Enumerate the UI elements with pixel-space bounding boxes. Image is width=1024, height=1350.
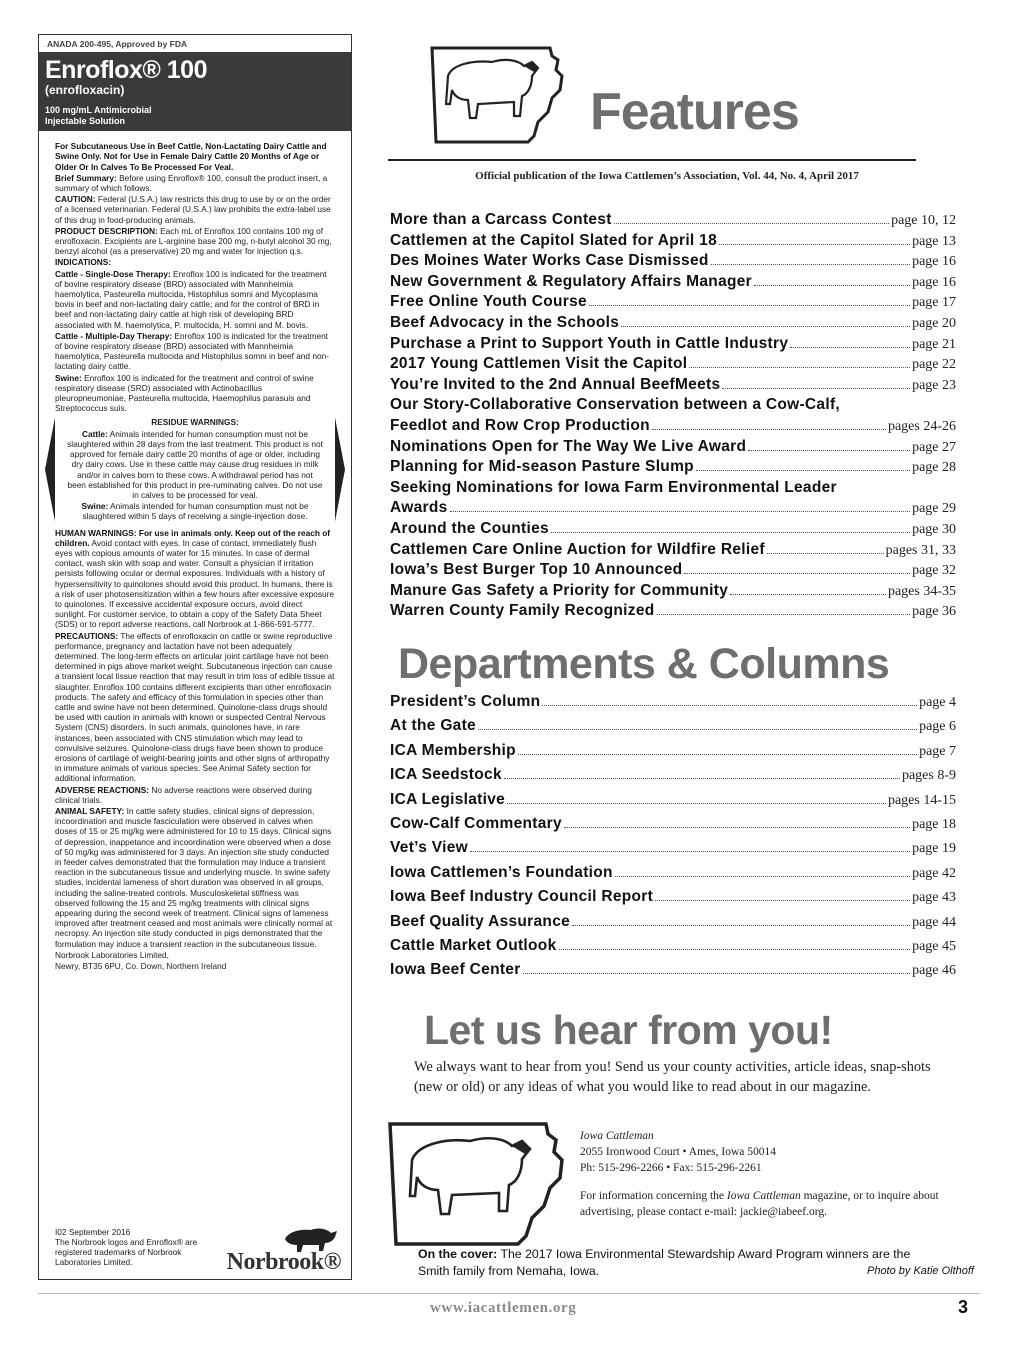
ad-body	[45, 131, 345, 971]
official-publication-line: Official publication of the Iowa Cattlemen’s Association, Vol. 44, No. 4, April 2017	[475, 170, 859, 182]
residue-swine-text: Animals intended for human consumption must not be slaughtered within 5 days of receiving a single-injection dose.	[82, 501, 309, 522]
toc-entry-page: page 18	[912, 816, 956, 832]
toc-entry-page: page 44	[912, 914, 956, 930]
dot-leader	[523, 973, 911, 974]
ad-code-date: I02 September 2016	[55, 1227, 131, 1237]
dot-leader	[589, 305, 910, 306]
toc-entry[interactable]	[390, 293, 956, 314]
toc-entry[interactable]	[390, 742, 956, 766]
toc-entry-page: page 6	[919, 719, 956, 735]
contact-block	[580, 1128, 960, 1220]
masthead-rule	[388, 159, 916, 161]
dot-leader	[559, 949, 911, 950]
toc-entry[interactable]	[390, 458, 956, 479]
cover-label: On the cover:	[418, 1247, 498, 1261]
features-title: Features	[590, 83, 799, 141]
ad-brand: Enroflox® 100	[45, 56, 207, 85]
toc-entry-title: Cow-Calf Commentary	[390, 814, 562, 832]
ad-company-address: Newry, BT35 6PU, Co. Down, Northern Ireland	[55, 961, 227, 972]
toc-entry-title: New Government & Regulatory Affairs Manager	[390, 272, 753, 290]
toc-entry-title: Free Online Youth Course	[390, 293, 587, 311]
ad-precautions-text: The effects of enrofloxacin on cattle or swine reproductive performance, pregnancy and lactation have not been adequately determined. The long-term effects on articular joint cartilage have not been determined in pigs above market weight. Subcutaneous injection can cause a transient local tissue reaction that may result in trim loss of edible tissue at slaughter. Enroflox 100 contains different excipients than other enrofloxacin products. The safety and efficacy of this formulation in species other than cattle and swine have not been determined. Quinolone-class drugs should be used with caution in animals with known or suspected Central Nervous System (CNS) disorders. In such animals, quinolones have, in rare instances, been associated with CNS stimulation which may lead to convulsive seizures. Quinolone-class drugs have been shown to produce erosions of cartilage of weight-bearing joints and other signs of arthropathy in immature animals of various species. See Animal Safety section for additional information.	[55, 630, 335, 784]
ad-strength	[45, 105, 345, 126]
residue-warnings-box	[55, 417, 335, 521]
toc-entry-title: Around the Counties	[390, 519, 549, 537]
ad-swine-text: Enroflox 100 is indicated for the treatment and control of swine respiratory disease (SRD) associated with Actinobacillus pleuropneumoniae, Pasteurella multocida, Haemophilus parasuis and Streptococcus suis.	[55, 372, 314, 414]
dot-leader	[754, 285, 910, 286]
dot-leader	[504, 778, 900, 779]
toc-entry-title: Cattle Market Outlook	[390, 936, 557, 954]
ad-indications-label: INDICATIONS:	[55, 257, 112, 268]
toc-entry[interactable]	[390, 864, 956, 888]
contact-phone: Ph: 515-296-2266 • Fax: 515-296-2261	[580, 1162, 762, 1174]
features-list	[390, 211, 956, 623]
toc-entry-page: page 21	[912, 336, 956, 352]
dot-leader	[518, 754, 917, 755]
ad-safety-text: In cattle safety studies, clinical signs of depression, incoordination and muscle fasciculation were observed in calves when doses of 15 or 25 mg/kg were administered for 10 to 15 days. Clinical signs of depression, inappetance and incoordination were observed when a dose of 50 mg/kg was administered for 3 days. An injection site study conducted in feeder calves demonstrated that the formulation may induce a transient reaction in the subcutaneous tissue and underlying muscle. In swine safety studies, incidental lameness of short duration was observed in all groups, including the saline-treated controls. Musculoskeletal stiffness was observed following the 15 and 25 mg/kg treatments with clinical signs appearing during the second week of treatment. Clinical signs of lameness improved after treatment ceased and most animals were clinically normal at necropsy. An injection site study conducted in pigs demonstrated that the formulation may induce a transient reaction in the subcutaneous tissue.	[55, 806, 333, 949]
toc-entry-page: page 32	[912, 563, 956, 579]
ad-brief-label: Brief Summary:	[55, 172, 117, 183]
toc-entry[interactable]	[390, 602, 956, 623]
dot-leader	[719, 244, 910, 245]
dot-leader	[551, 532, 910, 533]
toc-entry[interactable]	[390, 693, 956, 717]
ad-adverse-label: ADVERSE REACTIONS:	[55, 784, 150, 795]
residue-warnings-title: RESIDUE WARNINGS:	[151, 417, 239, 428]
iowa-cow-logo	[386, 1120, 568, 1248]
toc-entry-title: Awards	[390, 499, 448, 517]
ad-use-not: Not for Use in Female Dairy Cattle 20 Months of Age or Older Or In Calves To Be Processed For Veal.	[55, 151, 320, 172]
toc-entry-title: Purchase a Print to Support Youth in Cattle Industry	[390, 334, 789, 352]
dot-leader	[730, 594, 886, 595]
departments-title: Departments & Columns	[398, 640, 890, 688]
toc-entry-title: ICA Seedstock	[390, 766, 502, 784]
ad-product-label: PRODUCT DESCRIPTION:	[55, 225, 158, 236]
hear-from-you-text: We always want to hear from you! Send us your county activities, article ideas, snap-shots (new or old) or any ideas of what you would like to read about in our magazine.	[414, 1059, 931, 1095]
toc-entry[interactable]	[390, 438, 956, 459]
toc-entry-page: pages 34-35	[887, 583, 956, 599]
enroflox-advertisement	[38, 34, 352, 1280]
ad-caution-text: Federal (U.S.A.) law restricts this drug to use by or on the order of a licensed veterinarian. Federal (U.S.A.) law prohibits the extra-label use of this drug in food-producing animals.	[55, 194, 331, 225]
toc-entry-page: pages 31, 33	[885, 542, 956, 558]
toc-entry[interactable]	[390, 937, 956, 961]
norbrook-logo	[226, 1221, 341, 1275]
toc-entry-title: Feedlot and Row Crop Production	[390, 416, 650, 434]
residue-cattle-text: Animals intended for human consumption must not be slaughtered within 28 days from the last treatment. This product is not approved for female dairy cattle 20 months of age or older, including dry dairy cows. Use in these cattle may cause drug residues in milk and/or in calves born to these cows. A withdrawal period has not been established for this product in pre-ruminating calves. Do not use in calves to be processed for veal.	[67, 428, 323, 500]
dot-leader	[696, 470, 910, 471]
contact-publication: Iowa Cattleman	[580, 1130, 654, 1142]
toc-entry[interactable]	[390, 355, 956, 376]
photo-credit: Photo by Katie Olthoff	[866, 1265, 974, 1277]
residue-cattle-label: Cattle:	[81, 428, 108, 439]
cover-caption	[418, 1246, 974, 1280]
dot-leader	[450, 511, 911, 512]
dot-leader	[684, 573, 910, 574]
toc-title-line[interactable]: Our Story-Collaborative Conservation between a Cow-Calf,	[390, 396, 841, 414]
ad-brief-text: Before using Enroflox® 100, consult the product insert, a summary of which follows.	[55, 172, 328, 194]
toc-entry-page: page 23	[912, 377, 956, 393]
ad-strength-line: 100 mg/mL Antimicrobial	[45, 105, 152, 116]
toc-entry-title: At the Gate	[390, 717, 476, 735]
ad-product-text: Each mL of Enroflox 100 contains 100 mg of enrofloxacin. Excipients are L-arginine base 200 mg, n-butyl alcohol 30 mg, benzyl alcohol (as a preservative) 20 mg and water for injection q.s.	[55, 225, 332, 257]
page-number: 3	[958, 1297, 969, 1317]
contact-info-publication: Iowa Cattleman	[726, 1190, 801, 1202]
toc-entry-page: page 46	[912, 963, 956, 979]
ad-multiple-text: Enroflox 100 is indicated for the treatment of bovine respiratory disease (BRD) associated with Mannheimia haemolytica, Pasteurella multocida and Histophilus somni in beef and non-lactating dairy cattle.	[55, 330, 329, 372]
ad-swine-label: Swine:	[55, 372, 82, 383]
toc-entry-page: page 4	[919, 695, 956, 710]
toc-entry-page: page 17	[912, 295, 956, 311]
ad-caution-label: CAUTION:	[55, 194, 96, 205]
toc-entry[interactable]	[390, 561, 956, 582]
toc-entry[interactable]	[390, 252, 956, 273]
toc-entry-title: Cattlemen Care Online Auction for Wildfire Relief	[390, 540, 765, 558]
contact-info	[580, 1188, 960, 1220]
ad-single-label: Cattle - Single-Dose Therapy:	[55, 268, 171, 279]
toc-entry-title: President’s Column	[390, 693, 541, 710]
toc-entry-title: ICA Membership	[390, 741, 516, 759]
ad-safety-label: ANIMAL SAFETY:	[55, 806, 125, 816]
footer-rule	[38, 1293, 980, 1294]
ad-trademark-note: The Norbrook logos and Enroflox® are registered trademarks of Norbrook Laboratories Limited.	[55, 1237, 198, 1267]
toc-entry-title: Iowa Beef Center	[390, 961, 521, 979]
dot-leader	[748, 450, 910, 451]
dot-leader	[542, 705, 917, 706]
toc-entry-title: More than a Carcass Contest	[390, 211, 612, 228]
ad-footer	[55, 1227, 341, 1275]
dot-leader	[564, 827, 910, 828]
ad-generic-name: (enrofloxacin)	[45, 83, 125, 98]
dot-leader	[507, 803, 886, 804]
ad-strength-line: Injectable Solution	[45, 115, 126, 126]
toc-entry[interactable]	[390, 520, 956, 541]
toc-entry[interactable]	[390, 211, 956, 232]
ad-multiple-label: Cattle - Multiple-Day Therapy:	[55, 330, 173, 341]
toc-entry[interactable]	[390, 232, 956, 253]
toc-title-line[interactable]: Seeking Nominations for Iowa Farm Environmental Leader	[390, 478, 837, 496]
toc-entry-title: Nominations Open for The Way We Live Award	[390, 437, 747, 455]
toc-entry-title: Planning for Mid-season Pasture Slump	[390, 458, 694, 476]
toc-entry-title: Vet’s View	[390, 839, 468, 857]
ad-precautions-label: PRECAUTIONS:	[55, 630, 119, 641]
toc-entry[interactable]	[390, 417, 956, 438]
toc-entry-page: page 42	[912, 865, 956, 881]
toc-entry-page: page 19	[912, 841, 956, 857]
dot-leader	[478, 729, 917, 730]
dot-leader	[689, 367, 910, 368]
toc-entry-page: page 30	[912, 521, 956, 537]
dot-leader	[767, 553, 884, 554]
cover-text-continued: Smith family from Nemaha, Iowa.	[418, 1264, 600, 1278]
toc-entry[interactable]	[390, 839, 956, 863]
contact-info-pre: For information concerning the	[580, 1190, 727, 1202]
toc-entry[interactable]	[390, 766, 956, 790]
ad-human-label: HUMAN WARNINGS: For use in animals only. Keep out of the reach of children.	[55, 527, 331, 548]
ad-use-heading: For Subcutaneous Use in Beef Cattle, Non-Lactating Dairy Cattle and Swine Only.	[55, 141, 327, 162]
toc-entry-title: 2017 Young Cattlemen Visit the Capitol	[390, 355, 688, 373]
toc-entry-title: ICA Legislative	[390, 790, 506, 808]
toc-entry-page: page 43	[912, 890, 956, 906]
ad-approval: ANADA 200-495, Approved by FDA	[47, 39, 188, 49]
footer-website[interactable]: www.iacattlemen.org	[430, 1300, 577, 1316]
toc-entry-page: page 22	[912, 357, 956, 373]
toc-entry-title: Iowa Cattlemen’s Foundation	[390, 863, 613, 881]
toc-entry[interactable]	[390, 582, 956, 603]
toc-entry-page: page 20	[912, 315, 956, 331]
toc-entry-page: page 36	[912, 604, 956, 620]
toc-entry-page: page 28	[912, 460, 956, 476]
arrow-right-icon	[335, 417, 345, 521]
dot-leader	[470, 851, 910, 852]
toc-entry-page: page 29	[912, 501, 956, 517]
toc-entry-page: page 10, 12	[891, 213, 956, 228]
toc-entry-title: Manure Gas Safety a Priority for Community	[390, 581, 729, 599]
toc-entry[interactable]	[390, 791, 956, 815]
toc-entry-title: Cattlemen at the Capitol Slated for April 18	[390, 231, 717, 249]
dot-leader	[722, 388, 910, 389]
toc-entry[interactable]	[390, 314, 956, 335]
ad-header	[39, 52, 351, 131]
toc-entry-title: Des Moines Water Works Case Dismissed	[390, 252, 709, 270]
toc-entry[interactable]	[390, 541, 956, 562]
norbrook-logo-text: Norbrook®	[226, 1248, 341, 1275]
contact-info-post: magazine, or to inquire about advertising, please contact e-mail: jackie@iabeef.org.	[580, 1190, 939, 1218]
toc-entry-page: page 45	[912, 938, 956, 954]
ad-code	[55, 1227, 205, 1267]
toc-entry[interactable]	[390, 913, 956, 937]
toc-entry-page: pages 24-26	[887, 418, 956, 434]
cover-text: The 2017 Iowa Environmental Stewardship Award Program winners are the	[497, 1247, 911, 1261]
dot-leader	[621, 326, 910, 327]
hear-from-you-title: Let us hear from you!	[424, 1007, 833, 1053]
toc-entry-title: You’re Invited to the 2nd Annual BeefMeets	[390, 375, 721, 393]
toc-entry-page: pages 14-15	[887, 792, 956, 808]
dot-leader	[790, 347, 910, 348]
toc-entry[interactable]	[390, 888, 956, 912]
dot-leader	[615, 876, 910, 877]
toc-entry[interactable]	[390, 961, 956, 985]
dot-leader	[657, 614, 911, 615]
arrow-left-icon	[45, 417, 55, 521]
dot-leader	[655, 900, 910, 901]
toc-entry-page: page 13	[912, 233, 956, 249]
toc-entry-page: pages 8-9	[901, 768, 956, 784]
toc-entry[interactable]	[390, 376, 956, 397]
toc-entry-title: Beef Quality Assurance	[390, 912, 571, 930]
toc-entry-page: page 7	[919, 743, 956, 759]
departments-list	[390, 693, 956, 986]
toc-entry-title: Warren County Family Recognized	[390, 602, 655, 620]
ad-adverse-text: No adverse reactions were observed during clinical trials.	[55, 784, 312, 805]
iowa-cow-logo	[428, 46, 566, 152]
ad-single-text: Enroflox 100 is indicated for the treatment of bovine respiratory disease (BRD) associated with Mannheimia haemolytica, Pasteurella multocida, Histophilus somni and Mycoplasma bovis in beef and non-lactating dairy cattle; and for the control of BRD in beef and non-lactating dairy cattle at high risk of developing BRD associated with M. haemolytica, P. multocida, H. somni and M. bovis.	[55, 268, 327, 330]
dot-leader	[652, 429, 886, 430]
toc-entry-title: Iowa Beef Industry Council Report	[390, 888, 654, 906]
toc-entry[interactable]	[390, 499, 956, 520]
toc-entry[interactable]	[390, 815, 956, 839]
toc-entry[interactable]	[390, 335, 956, 356]
toc-entry[interactable]	[390, 717, 956, 741]
ad-company-name: Norbrook Laboratories Limited,	[55, 949, 169, 960]
residue-swine-label: Swine:	[81, 501, 109, 512]
toc-entry-title: Iowa’s Best Burger Top 10 Announced	[390, 561, 683, 579]
dot-leader	[572, 925, 910, 926]
contact-address: 2055 Ironwood Court • Ames, Iowa 50014	[580, 1146, 776, 1158]
dot-leader	[711, 264, 910, 265]
toc-entry-page: page 16	[912, 254, 956, 270]
dot-leader	[614, 223, 889, 224]
toc-entry-page: page 16	[912, 274, 956, 290]
toc-entry-page: page 27	[912, 439, 956, 455]
toc-entry[interactable]	[390, 273, 956, 294]
ad-human-text: Avoid contact with eyes. In case of contact, immediately flush eyes with copious amounts of water for 15 minutes. In case of dermal contact, wash skin with soap and water. Consult a physician if irritation persists following ocular or dermal exposures. Individuals with a history of hypersensitivity to quinolones should avoid this product. In humans, there is a risk of user photosensitization within a few hours after excessive exposure to quinolones. If excessive accidental exposure occurs, avoid direct sunlight. For customer service, to obtain a copy of the Safety Data Sheet (SDS) or to report adverse reactions, call Norbrook at 1-866-591-5777.	[55, 537, 335, 630]
toc-entry-title: Beef Advocacy in the Schools	[390, 313, 620, 331]
